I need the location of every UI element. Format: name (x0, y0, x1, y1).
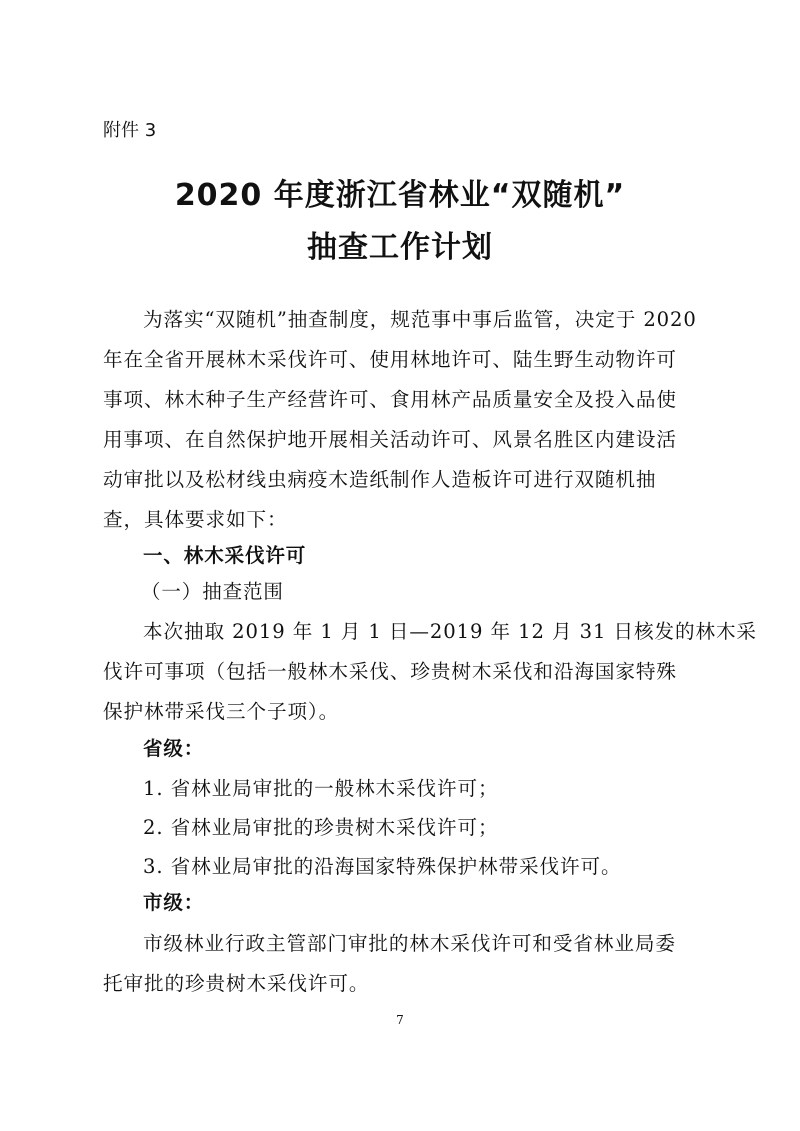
page-number: 7 (396, 1013, 404, 1027)
attachment-label: 附件 3 (103, 120, 157, 141)
section-heading: 一、林木采伐许可 (143, 544, 307, 567)
document-title-line-1: 2020 年度浙江省林业“双随机” (174, 178, 626, 213)
intro-line: 动审批以及松材线虫病疫木造纸制作人造板许可进行双随机抽 (103, 468, 657, 491)
intro-line: 年在全省开展林木采伐许可、使用林地许可、陆生野生动物许可 (103, 348, 677, 371)
scope-line: 本次抽取 2019 年 1 月 1 日—2019 年 12 月 31 日核发的林木采 (143, 620, 757, 643)
scope-line: 保护林带采伐三个子项）。 (103, 700, 340, 723)
document-title-line-2: 抽查工作计划 (307, 230, 493, 265)
city-label: 市级： (143, 891, 205, 914)
intro-line: 用事项、在自然保护地开展相关活动许可、风景名胜区内建设活 (103, 428, 677, 451)
intro-line: 事项、林木种子生产经营许可、食用林产品质量安全及投入品使 (103, 388, 677, 411)
intro-line: 查，具体要求如下： (103, 508, 288, 531)
provincial-item: 2. 省林业局审批的珍贵树木采伐许可； (143, 816, 499, 839)
city-line: 市级林业行政主管部门审批的林木采伐许可和受省林业局委 (143, 932, 676, 955)
provincial-label: 省级： (143, 737, 205, 760)
intro-line: 为落实“双随机”抽查制度，规范事中事后监管，决定于 2020 (143, 308, 697, 331)
provincial-item: 3. 省林业局审批的沿海国家特殊保护林带采伐许可。 (143, 855, 622, 878)
provincial-item: 1. 省林业局审批的一般林木采伐许可； (143, 777, 499, 800)
section-subheading: （一）抽查范围 (141, 580, 284, 603)
city-line: 托审批的珍贵树木采伐许可。 (103, 972, 370, 995)
scope-line: 伐许可事项（包括一般林木采伐、珍贵树木采伐和沿海国家特殊 (103, 660, 677, 683)
